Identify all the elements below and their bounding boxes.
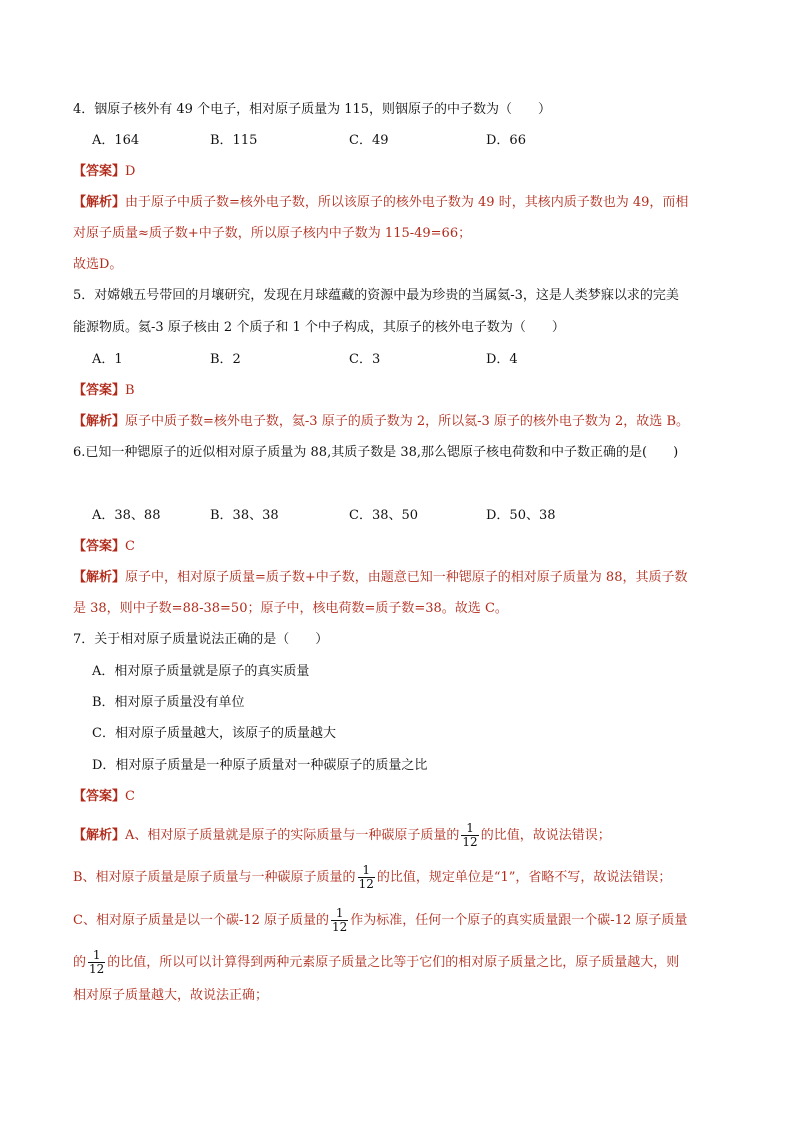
q6-analysis-line-2: 是 38，则中子数=88-38=50；原子中，核电荷数=质子数=38。故选 C。: [73, 601, 508, 616]
q7-analysis-line-a: [73, 822, 611, 849]
answer-tag: 【答案】: [73, 383, 126, 398]
q7-answer: [73, 787, 135, 807]
q4-analysis-line-1: [73, 193, 688, 213]
fraction-numerator: 1: [358, 864, 375, 878]
q5-analysis: [73, 412, 689, 432]
analysis-text: 由于原子中质子数=核外电子数，所以该原子的核外电子数为 49 时，其核内质子数也为 49，而相: [125, 195, 689, 210]
q5-answer: [73, 381, 135, 401]
q6-option-a: A．38、88: [92, 508, 161, 523]
q7-analysis-line-b: [73, 864, 671, 891]
answer-value: D: [125, 164, 136, 179]
q5-option-a: A．1: [92, 352, 123, 367]
fraction-numerator: 1: [88, 949, 105, 963]
fraction-denominator: 12: [358, 877, 374, 891]
analysis-text: 原子中质子数=核外电子数，氦-3 原子的质子数为 2，所以氦-3 原子的核外电子数为 2，故选 B。: [125, 414, 689, 429]
q7-option-c: C．相对原子质量越大，该原子的质量越大: [92, 726, 336, 741]
q6-answer: [73, 537, 135, 557]
q4-analysis-line-3: 故选D。: [73, 257, 123, 272]
analysis-text-b-pre: B、相对原子质量是原子质量与一种碳原子质量的: [73, 870, 356, 885]
analysis-text-b-post: 的比值，规定单位是“1”，省略不写，故说法错误；: [376, 870, 672, 885]
q6-option-c: C．38、50: [349, 508, 419, 523]
q6-stem: 6.已知一种锶原子的近似相对原子质量为 88,其质子数是 38,那么锶原子核电荷数和中子数正确的是( ): [73, 445, 679, 460]
answer-value: B: [125, 383, 135, 398]
q4-option-a: A．164: [92, 133, 140, 148]
answer-tag: 【答案】: [73, 164, 126, 179]
q7-option-d: D．相对原子质量是一种原子质量对一种碳原子的质量之比: [92, 758, 428, 773]
analysis-text-a-post: 的比值，故说法错误；: [480, 828, 611, 843]
q4-stem: 4．铟原子核外有 49 个电子，相对原子质量为 115，则铟原子的中子数为（ ）: [73, 102, 552, 117]
analysis-text-c2-post: 的比值，所以可以计算得到两种元素原子质量之比等于它们的相对原子质量之比，原子质量越大，则: [107, 955, 680, 970]
q6-option-b: B．38、38: [210, 508, 279, 523]
q5-option-c: C．3: [349, 352, 381, 367]
q4-answer: [73, 162, 135, 182]
q5-stem-line-2: 能源物质。氦-3 原子核由 2 个质子和 1 个中子构成，其原子的核外电子数为（ ）: [73, 320, 565, 335]
analysis-text-c1-post: 作为标准，任何一个原子的真实质量跟一个碳-12 原子质量: [350, 913, 688, 928]
analysis-text-c1-pre: C、相对原子质量是以一个碳-12 原子质量的: [73, 913, 330, 928]
q5-option-b: B．2: [210, 352, 241, 367]
analysis-tag: 【解析】: [73, 570, 126, 585]
q5-option-d: D．4: [486, 352, 518, 367]
answer-tag: 【答案】: [73, 539, 126, 554]
q7-option-b: B．相对原子质量没有单位: [92, 695, 245, 710]
fraction-denominator: 12: [462, 835, 478, 849]
analysis-text-a-pre: A、相对原子质量就是原子的实际质量与一种碳原子质量的: [125, 828, 460, 843]
fraction-numerator: 1: [331, 907, 348, 921]
fraction-numerator: 1: [461, 822, 478, 836]
fraction-one-twelfth: [88, 949, 105, 976]
q7-analysis-line-c2: [73, 949, 679, 976]
q6-option-d: D．50、38: [486, 508, 556, 523]
answer-value: C: [125, 539, 135, 554]
answer-value: C: [125, 789, 135, 804]
fraction-denominator: 12: [89, 962, 105, 976]
fraction-one-twelfth: [358, 864, 375, 891]
q4-option-b: B．115: [210, 133, 258, 148]
analysis-text-c2-pre: 的: [73, 955, 87, 970]
fraction-one-twelfth: [461, 822, 478, 849]
q6-analysis-line-1: [73, 568, 687, 588]
q7-option-a: A．相对原子质量就是原子的真实质量: [92, 664, 310, 679]
analysis-tag: 【解析】: [73, 828, 126, 843]
q7-stem: 7．关于相对原子质量说法正确的是（ ）: [73, 632, 329, 647]
q4-option-c: C．49: [349, 133, 389, 148]
fraction-one-twelfth: [331, 907, 348, 934]
q4-analysis-line-2: 对原子质量≈质子数+中子数，所以原子核内中子数为 115-49=66；: [73, 226, 472, 241]
q5-stem-line-1: 5．对嫦娥五号带回的月壤研究，发现在月球蕴藏的资源中最为珍贵的当属氦-3，这是人类梦寐以求的完美: [73, 288, 679, 303]
fraction-denominator: 12: [332, 920, 348, 934]
q7-analysis-line-c3: 相对原子质量越大，故说法正确；: [73, 988, 269, 1003]
analysis-text: 原子中，相对原子质量=质子数+中子数，由题意已知一种锶原子的相对原子质量为 88，其质子数: [125, 570, 688, 585]
q7-analysis-line-c1: [73, 907, 687, 934]
analysis-tag: 【解析】: [73, 195, 126, 210]
analysis-tag: 【解析】: [73, 414, 126, 429]
q4-option-d: D．66: [486, 133, 526, 148]
answer-tag: 【答案】: [73, 789, 126, 804]
